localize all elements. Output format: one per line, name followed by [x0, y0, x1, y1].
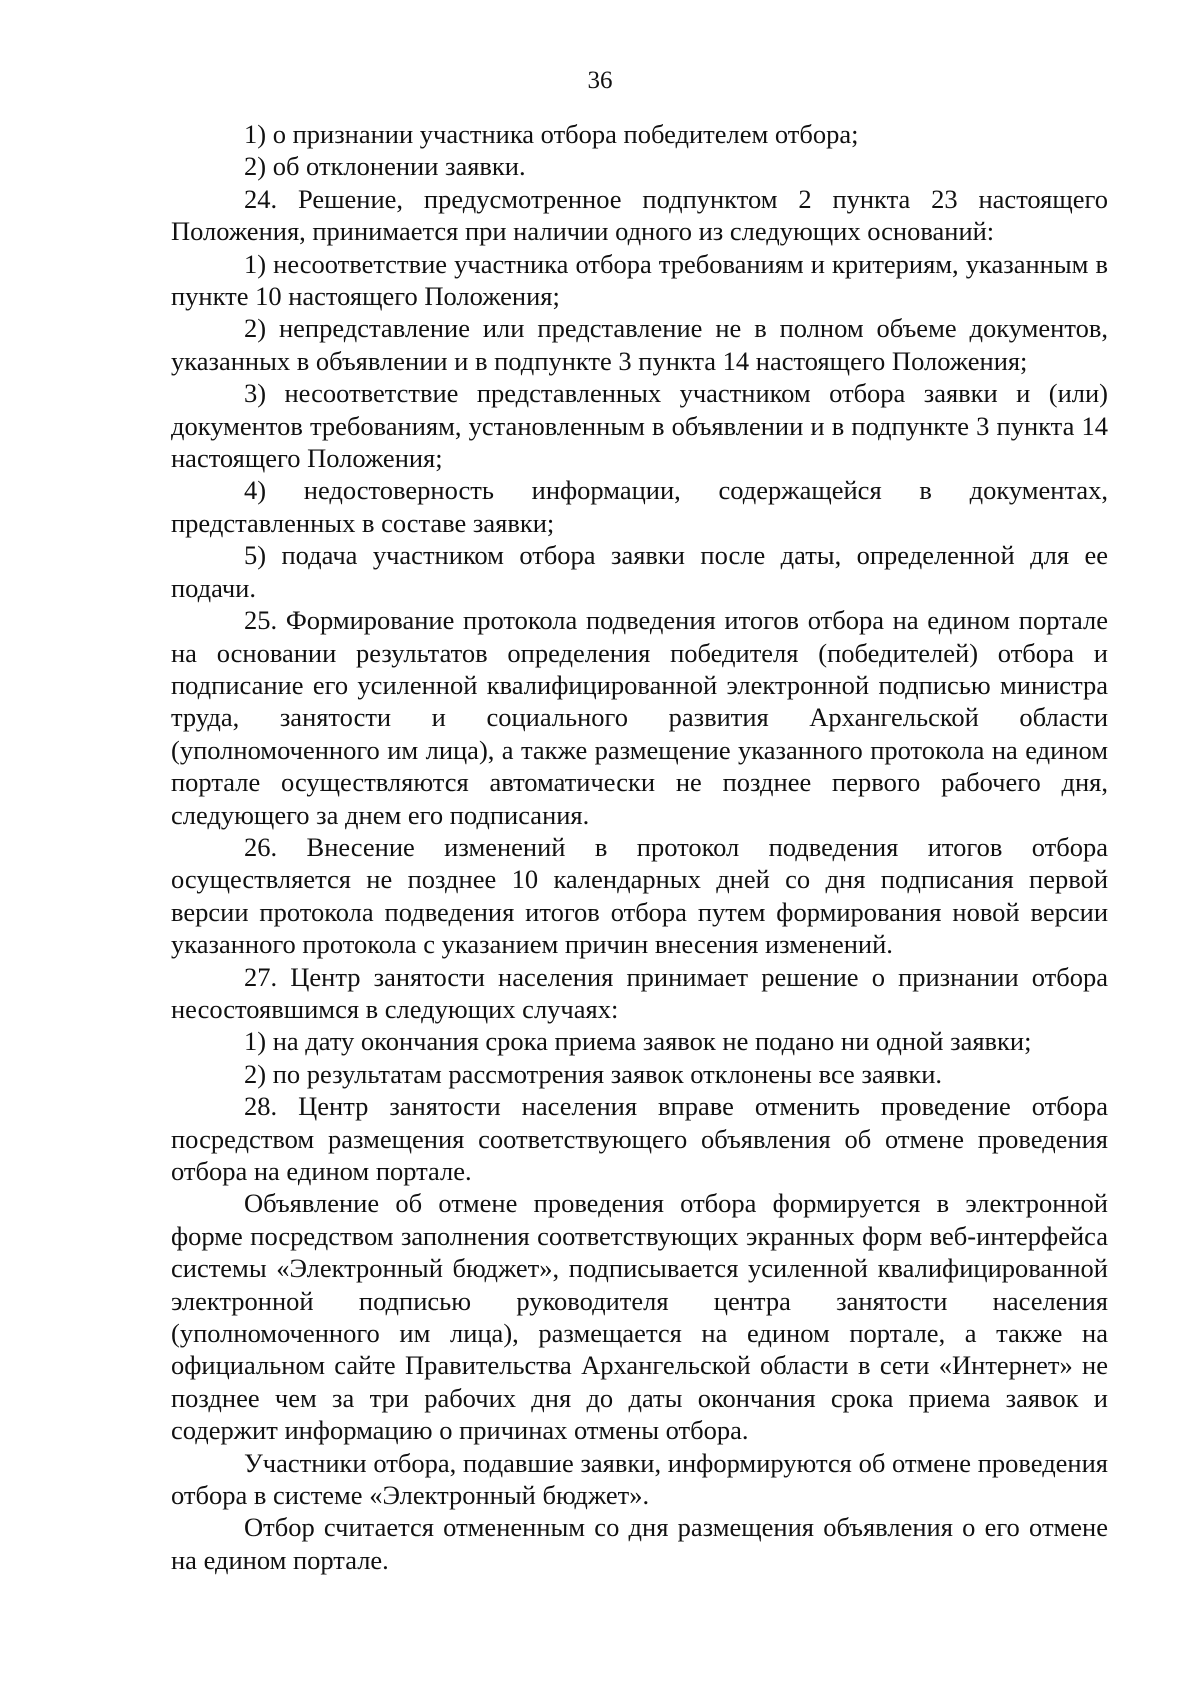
paragraph-24-item-4: 4) недостоверность информации, содержащейся в документах, представленных в составе заявки; — [171, 475, 1108, 538]
paragraph-item-1-winner: 1) о признании участника отбора победителем отбора; — [244, 119, 859, 149]
paragraph-item-2-reject: 2) об отклонении заявки. — [244, 151, 526, 182]
paragraph-24-item-5: 5) подача участником отбора заявки после даты, определенной для ее подачи. — [171, 540, 1108, 603]
paragraph-24: 24. Решение, предусмотренное подпунктом 2 пункта 23 настоящего Положения, принимается при наличии одного из следующих оснований: — [171, 183, 1108, 247]
paragraph-24-item-3: 3) несоответствие представленных участником отбора заявки и (или) документов требованиям, установленным в объявлении и в подпункте 3 пункта 14 настоящего Положения; — [171, 378, 1108, 474]
paragraph-25: 25. Формирование протокола подведения итогов отбора на едином портале на основании результатов определения победителя (победителей) отбора и подписание его усиленной квалифицированной электронной подписью министра труда, занятости и социального развития Архангельской области (уполномоченного им лица), а также размещение указанного протокола на едином портале осуществляются автоматически не позднее первого рабочего дня, следующего за днем его подписания. — [171, 605, 1108, 830]
paragraph-24-item-2: 2) непредставление или представление не в полном объеме документов, указанных в объявлении и в подпункте 3 пункта 14 настоящего Положения; — [171, 313, 1108, 376]
paragraph-27-item-2: 2) по результатам рассмотрения заявок отклонены все заявки. — [244, 1058, 943, 1089]
paragraph-27-item-1: 1) на дату окончания срока приема заявок не подано ни одной заявки; — [244, 1026, 1032, 1057]
page-number: 36 — [587, 67, 613, 94]
paragraph-participants-informed: Участники отбора, подавшие заявки, информируются об отмене проведения отбора в системе «Электронный бюджет». — [171, 1447, 1108, 1511]
paragraph-cancellation-notice: Объявление об отмене проведения отбора формируется в электронной форме посредством заполнения соответствующих экранных форм веб-интерфейса системы «Электронный бюджет», подписывается усиленной квалифицированной электронной подписью руководителя центра занятости населения (уполномоченного им лица), размещается на едином портале, а также на официальном сайте Правительства Архангельской области в сети «Интернет» не позднее чем за три рабочих дня до даты окончания срока приема заявок и содержит информацию о причинах отмены отбора. — [171, 1188, 1108, 1446]
paragraph-27: 27. Центр занятости населения принимает решение о признании отбора несостоявшимся в следующих случаях: — [171, 961, 1108, 1024]
paragraph-24-item-1: 1) несоответствие участника отбора требованиям и критериям, указанным в пункте 10 настоящего Положения; — [171, 248, 1108, 312]
paragraph-28: 28. Центр занятости населения вправе отменить проведение отбора посредством размещения соответствующего объявления об отмене проведения отбора на едином портале. — [171, 1091, 1108, 1186]
paragraph-cancellation-effective: Отбор считается отмененным со дня размещения объявления о его отмене на едином портале. — [171, 1512, 1108, 1575]
paragraph-26: 26. Внесение изменений в протокол подведения итогов отбора осуществляется не позднее 10 календарных дней со дня подписания первой версии протокола подведения итогов отбора путем формирования новой версии указанного протокола с указанием причин внесения изменений. — [171, 831, 1108, 960]
document-body — [171, 118, 1108, 1576]
